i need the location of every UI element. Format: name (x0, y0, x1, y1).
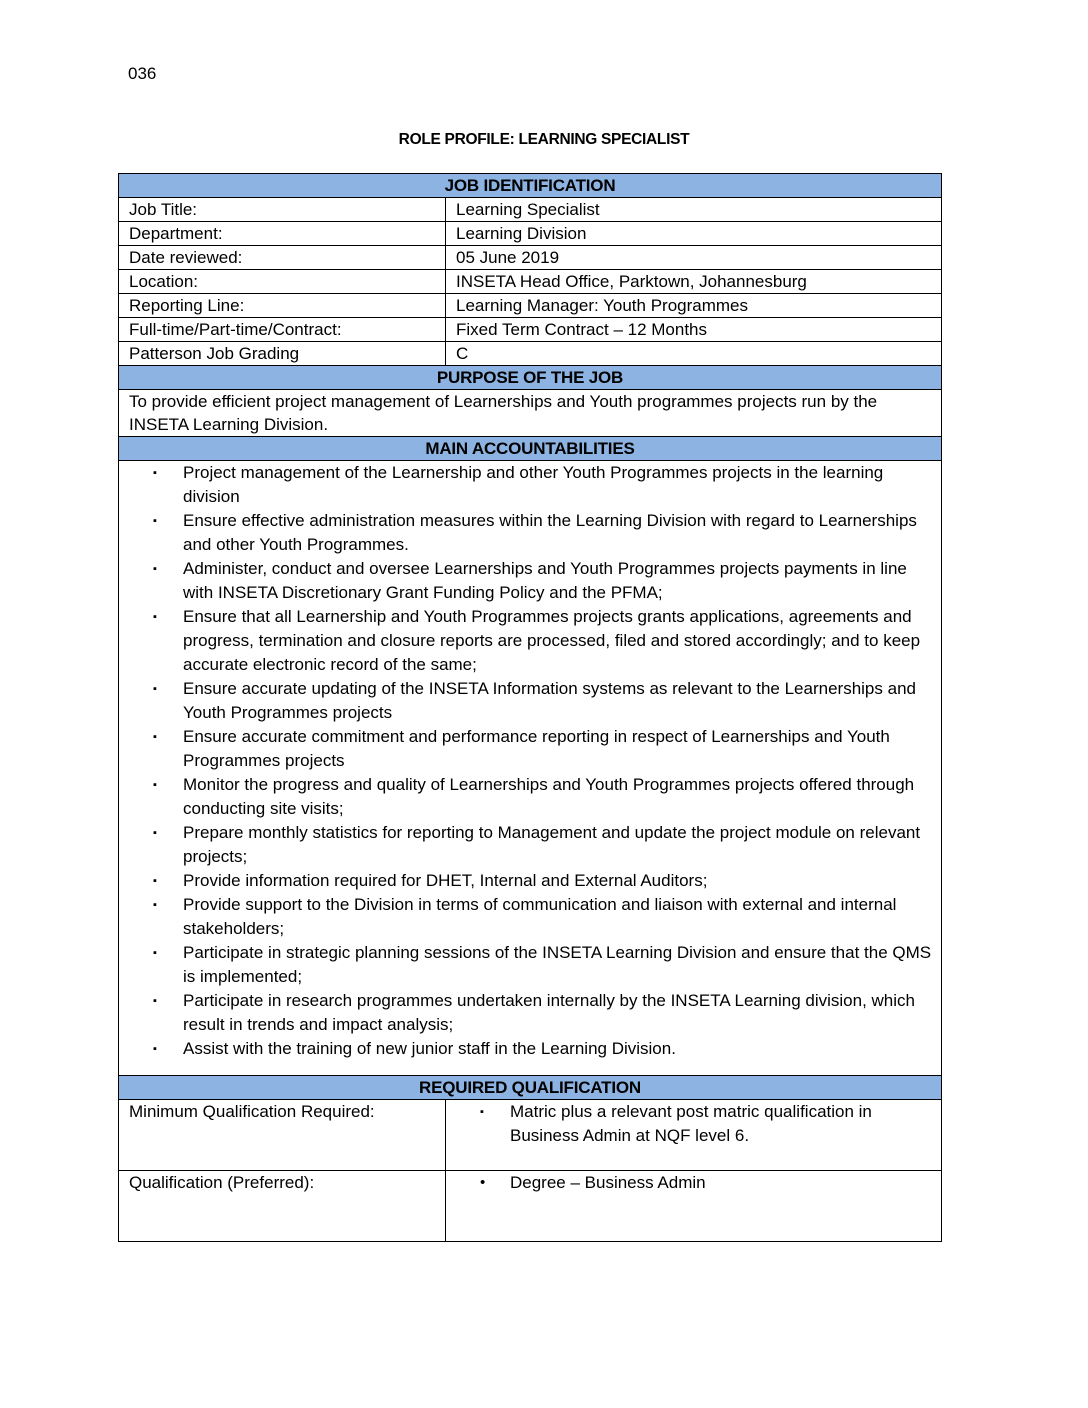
bullet-icon: ▪ (153, 731, 157, 743)
list-item (119, 461, 941, 509)
bullet-icon: ▪ (153, 779, 157, 791)
table-row (119, 342, 942, 366)
date-reviewed-label: Date reviewed: (119, 246, 446, 270)
table-row (119, 1171, 942, 1242)
bullet-icon: ▪ (153, 683, 157, 695)
accountability-text: Ensure that all Learnership and Youth Programmes projects grants applications, agreements and progress, termination and closure reports are processed, filed and stored accordingly; and to keep accurate electronic record of the same; (183, 607, 921, 674)
accountability-text: Ensure accurate commitment and performance reporting in respect of Learnerships and Youth Programmes projects (183, 727, 890, 770)
purpose-text: To provide efficient project management of Learnerships and Youth programmes projects run by the INSETA Learning Division. (119, 390, 942, 437)
bullet-icon: ▪ (153, 1043, 157, 1055)
minimum-qualification-cell (446, 1100, 942, 1171)
table-row (119, 294, 942, 318)
bullet-icon: ▪ (153, 611, 157, 623)
accountabilities-list (119, 461, 941, 1075)
accountability-text: Participate in research programmes undertaken internally by the INSETA Learning division, which result in trends and impact analysis; (183, 991, 915, 1034)
table-row (119, 222, 942, 246)
accountability-text: Provide information required for DHET, Internal and External Auditors; (183, 871, 708, 890)
accountability-text: Participate in strategic planning sessions of the INSETA Learning Division and ensure that the QMS is implemented; (183, 943, 932, 986)
accountability-text: Administer, conduct and oversee Learnerships and Youth Programmes projects payments in line with INSETA Discretionary Grant Funding Policy and the PFMA; (183, 559, 907, 602)
list-item (446, 1100, 941, 1148)
department-value: Learning Division (446, 222, 942, 246)
contract-type-label: Full-time/Part-time/Contract: (119, 318, 446, 342)
bullet-icon: ▪ (153, 827, 157, 839)
bullet-icon: ▪ (153, 563, 157, 575)
list-item (119, 941, 941, 989)
qualification-header: REQUIRED QUALIFICATION (119, 1076, 942, 1100)
page-number: 036 (128, 64, 157, 83)
table-row (119, 270, 942, 294)
bullet-icon: ▪ (153, 899, 157, 911)
job-grading-value: C (446, 342, 942, 366)
accountabilities-cell (119, 461, 942, 1076)
role-profile-table (118, 173, 942, 1242)
location-value: INSETA Head Office, Parktown, Johannesburg (446, 270, 942, 294)
table-row (119, 1100, 942, 1171)
list-item (119, 557, 941, 605)
job-title-label: Job Title: (119, 198, 446, 222)
list-item (119, 677, 941, 725)
list-item (119, 1037, 941, 1061)
list-item (446, 1171, 941, 1195)
list-item (119, 989, 941, 1037)
location-label: Location: (119, 270, 446, 294)
accountabilities-header: MAIN ACCOUNTABILITIES (119, 437, 942, 461)
bullet-icon: ▪ (153, 875, 157, 887)
preferred-qualification-cell (446, 1171, 942, 1242)
accountability-text: Provide support to the Division in terms of communication and liaison with external and internal stakeholders; (183, 895, 897, 938)
bullet-icon: ▪ (480, 1106, 484, 1118)
minimum-qualification-value: Matric plus a relevant post matric qualification in Business Admin at NQF level 6. (510, 1102, 872, 1145)
bullet-icon: ▪ (153, 947, 157, 959)
table-row (119, 318, 942, 342)
accountability-text: Prepare monthly statistics for reporting to Management and update the project module on relevant projects; (183, 823, 921, 866)
department-label: Department: (119, 222, 446, 246)
table-row (119, 198, 942, 222)
job-title-value: Learning Specialist (446, 198, 942, 222)
accountability-text: Ensure accurate updating of the INSETA Information systems as relevant to the Learnerships and Youth Programmes projects (183, 679, 916, 722)
accountability-text: Ensure effective administration measures within the Learning Division with regard to Learnerships and other Youth Programmes. (183, 511, 917, 554)
list-item (119, 821, 941, 869)
accountability-text: Project management of the Learnership and other Youth Programmes projects in the learning division (183, 463, 884, 506)
table-row (119, 246, 942, 270)
purpose-header: PURPOSE OF THE JOB (119, 366, 942, 390)
list-item (119, 509, 941, 557)
accountability-text: Assist with the training of new junior staff in the Learning Division. (183, 1039, 676, 1058)
preferred-qualification-value: Degree – Business Admin (510, 1173, 706, 1192)
bullet-icon: ▪ (153, 515, 157, 527)
minimum-qualification-label: Minimum Qualification Required: (119, 1100, 446, 1171)
list-item (119, 893, 941, 941)
job-grading-label: Patterson Job Grading (119, 342, 446, 366)
reporting-line-label: Reporting Line: (119, 294, 446, 318)
bullet-icon: • (480, 1174, 486, 1191)
list-item (119, 605, 941, 677)
date-reviewed-value: 05 June 2019 (446, 246, 942, 270)
preferred-qualification-label: Qualification (Preferred): (119, 1171, 446, 1242)
accountability-text: Monitor the progress and quality of Learnerships and Youth Programmes projects offered through conducting site visits; (183, 775, 915, 818)
reporting-line-value: Learning Manager: Youth Programmes (446, 294, 942, 318)
list-item (119, 869, 941, 893)
contract-type-value: Fixed Term Contract – 12 Months (446, 318, 942, 342)
bullet-icon: ▪ (153, 995, 157, 1007)
list-item (119, 773, 941, 821)
bullet-icon: ▪ (153, 467, 157, 479)
document-title: ROLE PROFILE: LEARNING SPECIALIST (398, 131, 690, 148)
job-identification-header: JOB IDENTIFICATION (119, 174, 942, 198)
list-item (119, 725, 941, 773)
